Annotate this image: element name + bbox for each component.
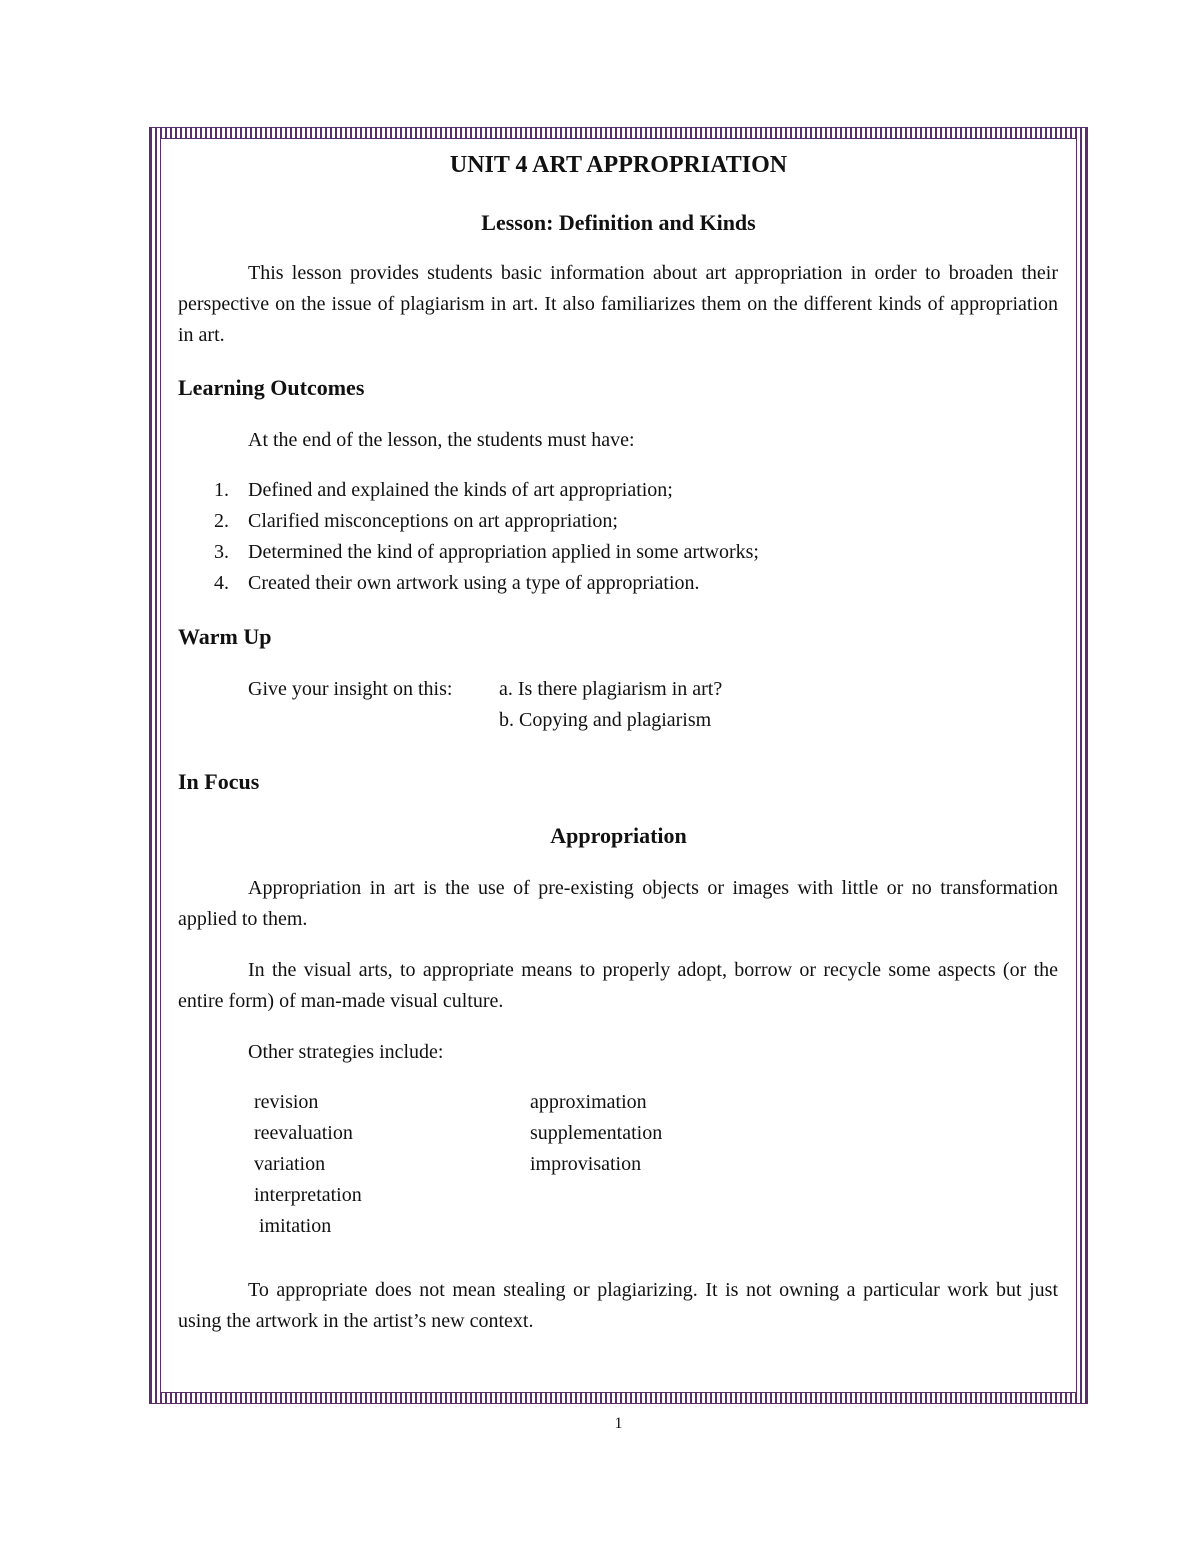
strategy-item: variation bbox=[254, 1153, 326, 1175]
page-number: 1 bbox=[614, 1415, 623, 1432]
unit-title: UNIT 4 ART APPROPRIATION bbox=[449, 152, 788, 178]
appropriation-para-2: In the visual arts, to appropriate means to properly adopt, borrow or recycle some aspects (or the entire form) of man-made visual culture. bbox=[178, 959, 1058, 1012]
warm-up-item-a: a. Is there plagiarism in art? bbox=[499, 678, 723, 700]
strategies-lead: Other strategies include: bbox=[248, 1041, 444, 1063]
list-item: 3. Determined the kind of appropriation applied in some artworks; bbox=[214, 541, 759, 563]
learning-outcomes-heading: Learning Outcomes bbox=[178, 375, 365, 400]
strategy-item: approximation bbox=[530, 1091, 647, 1113]
appropriation-para-1: Appropriation in art is the use of pre-existing objects or images with little or no transformation applied to them. bbox=[178, 877, 1058, 930]
strategy-item: improvisation bbox=[530, 1153, 642, 1175]
strategies-column-1 bbox=[254, 1087, 362, 1242]
strategy-item: supplementation bbox=[530, 1122, 663, 1144]
warm-up-item-b: b. Copying and plagiarism bbox=[499, 709, 712, 731]
strategy-item: reevaluation bbox=[254, 1122, 353, 1144]
strategies-column-2 bbox=[530, 1087, 662, 1180]
list-item: 1. Defined and explained the kinds of art appropriation; bbox=[214, 479, 673, 501]
intro-paragraph: This lesson provides students basic information about art appropriation in order to broaden their perspective on the issue of plagiarism in art. It also familiarizes them on the different kinds of appropriation in art. bbox=[178, 262, 1058, 346]
strategy-item: imitation bbox=[254, 1215, 332, 1237]
list-item: 2. Clarified misconceptions on art appropriation; bbox=[214, 510, 618, 532]
strategy-item: revision bbox=[254, 1091, 319, 1113]
list-item: 4. Created their own artwork using a type of appropriation. bbox=[214, 572, 700, 594]
learning-outcomes-lead: At the end of the lesson, the students must have: bbox=[248, 429, 635, 451]
closing-paragraph: To appropriate does not mean stealing or plagiarizing. It is not owning a particular work but just using the artwork in the artist’s new context. bbox=[178, 1279, 1058, 1332]
lesson-title: Lesson: Definition and Kinds bbox=[481, 210, 756, 235]
in-focus-heading: In Focus bbox=[178, 769, 260, 794]
appropriation-subheading: Appropriation bbox=[550, 823, 687, 848]
warm-up-heading: Warm Up bbox=[178, 624, 272, 649]
strategy-item: interpretation bbox=[254, 1184, 362, 1206]
warm-up-prompt: Give your insight on this: bbox=[248, 678, 453, 700]
